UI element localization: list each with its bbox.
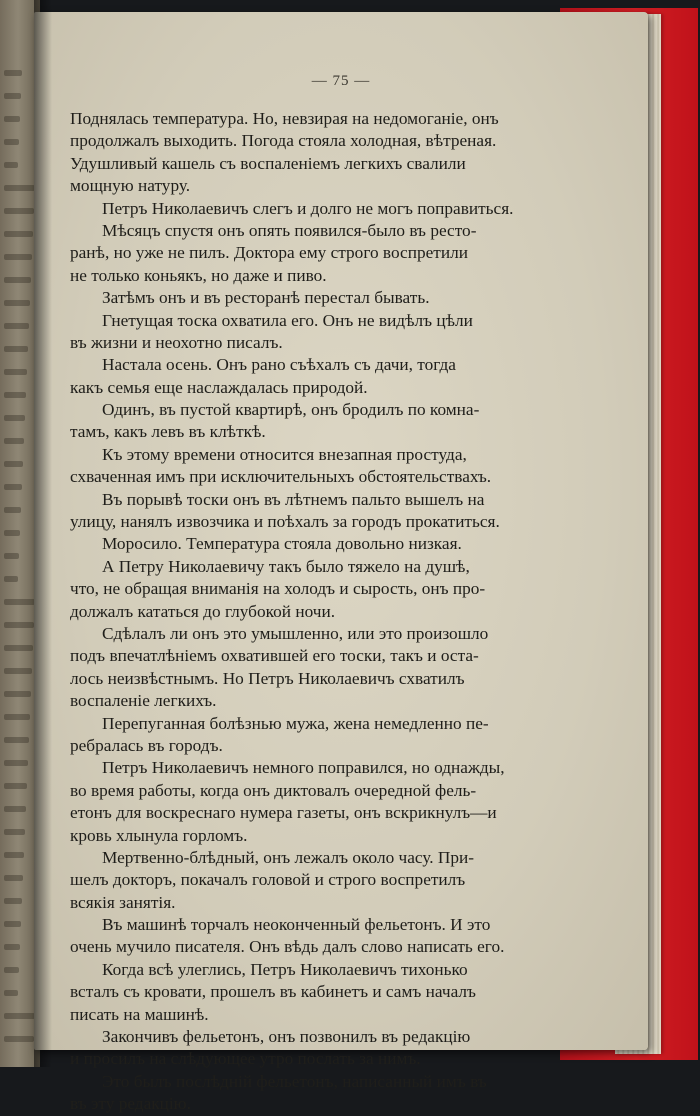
text-line: не только коньякъ, но даже и пиво.: [70, 265, 327, 285]
facing-page-text-fragment: [4, 116, 20, 122]
facing-page-text-fragment: [4, 415, 25, 421]
facing-page-text-fragment: [4, 93, 21, 99]
text-line: Закончивъ фельетонъ, онъ позвонилъ въ редакцію: [102, 1027, 471, 1047]
text-line: очень мучило писателя. Онъ вѣдь далъ слово написать его.: [70, 937, 505, 957]
text-line: лось неизвѣстнымъ. Но Петръ Николаевичъ схватилъ: [70, 668, 465, 688]
text-line: Петръ Николаевичъ немного поправился, но однажды,: [102, 758, 505, 778]
facing-page-text-fragment: [4, 346, 28, 352]
text-line: Къ этому времени относится внезапная простуда,: [102, 444, 467, 464]
text-line: должалъ кататься до глубокой ночи.: [70, 601, 336, 621]
text-line: Моросило. Температура стояла довольно низкая.: [102, 534, 462, 554]
facing-page-text-fragment: [4, 507, 21, 513]
text-line: Гнетущая тоска охватила его. Онъ не видѣлъ цѣли: [102, 310, 473, 330]
text-line: Въ машинѣ торчалъ неоконченный фельетонъ. И это: [102, 915, 491, 935]
facing-page-text-fragment: [4, 829, 25, 835]
text-line: Настала осень. Онъ рано съѣхалъ съ дачи, тогда: [102, 355, 456, 375]
facing-page-text-fragment: [4, 484, 22, 490]
facing-page-text-fragment: [4, 852, 24, 858]
facing-page-text-fragment: [4, 898, 22, 904]
text-line: Это былъ послѣдній фельетонъ, написанный имъ въ: [102, 1071, 487, 1091]
text-line: Въ порывѣ тоски онъ въ лѣтнемъ пальто вышелъ на: [102, 489, 485, 509]
facing-page-text-fragment: [4, 990, 18, 996]
text-line: Удушливый кашель съ воспаленіемъ легкихъ свалили: [70, 153, 466, 173]
text-line: писать на машинѣ.: [70, 1004, 209, 1024]
text-line: шелъ докторъ, покачалъ головой и строго воспретилъ: [70, 870, 466, 890]
facing-page-text-fragment: [4, 622, 34, 628]
text-line: и просилъ на слѣдующее утро послать за нимъ.: [70, 1049, 421, 1069]
facing-page-text-fragment: [4, 737, 29, 743]
facing-page-text-fragment: [4, 461, 23, 467]
text-line: въ жизни и неохотно писалъ.: [70, 332, 283, 352]
text-line: улицу, нанялъ извозчика и поѣхалъ за городъ прокатиться.: [70, 512, 500, 532]
facing-page-text-fragment: [4, 1036, 34, 1042]
facing-page-text-fragment: [4, 139, 19, 145]
facing-page-text-fragment: [4, 645, 33, 651]
text-line: всталъ съ кровати, прошелъ въ кабинетъ и самъ началъ: [70, 982, 476, 1002]
text-line: во время работы, когда онъ диктовалъ очередной фель-: [70, 780, 477, 800]
text-line: Одинъ, въ пустой квартирѣ, онъ бродилъ по комна-: [102, 400, 480, 420]
text-line: тамъ, какъ левъ въ клѣткѣ.: [70, 422, 266, 442]
book-page: [34, 12, 648, 1114]
facing-page-text-fragment: [4, 300, 30, 306]
text-line: въ эту редакцію.: [70, 1094, 191, 1114]
facing-page-text-fragment: [4, 208, 34, 214]
facing-page-text-fragment: [4, 277, 31, 283]
page-number: — 75 —: [311, 73, 371, 89]
text-line: схваченная имъ при исключительныхъ обстоятельствахъ.: [70, 467, 492, 487]
text-line: ранѣ, но уже не пилъ. Доктора ему строго воспретили: [70, 243, 468, 263]
text-line: какъ семья еще наслаждалась природой.: [70, 377, 368, 397]
facing-page-text-fragment: [4, 323, 29, 329]
text-line: кровь хлынула горломъ.: [70, 825, 248, 845]
body-text: [70, 108, 600, 1116]
facing-page-text-fragment: [4, 392, 26, 398]
text-line: Петръ Николаевичъ слегъ и долго не могъ поправиться.: [102, 198, 514, 218]
facing-page-text-fragment: [4, 875, 23, 881]
facing-page-text-fragment: [4, 783, 27, 789]
facing-page-text-fragment: [4, 1013, 35, 1019]
text-line: Затѣмъ онъ и въ ресторанѣ перестал бывать.: [102, 288, 430, 308]
facing-page-text-fragment: [4, 599, 35, 605]
facing-page-text-fragment: [4, 944, 20, 950]
facing-page-text-fragment: [4, 921, 21, 927]
text-line: воспаленіе легкихъ.: [70, 691, 217, 711]
text-line: мощную натуру.: [70, 176, 191, 196]
facing-page-text-fragment: [4, 760, 28, 766]
facing-page-text-fragment: [4, 691, 31, 697]
text-line: ребралась въ городъ.: [70, 735, 223, 755]
text-line: всякія занятія.: [70, 892, 176, 912]
text-line: Когда всѣ улеглись, Петръ Николаевичъ тихонько: [102, 959, 468, 979]
book-gutter: [34, 0, 52, 1067]
facing-page-text-fragment: [4, 185, 35, 191]
text-line: Мѣсяцъ спустя онъ опять появился-было въ ресто-: [102, 220, 477, 240]
facing-page-text-fragment: [4, 967, 19, 973]
text-line: етонъ для воскреснаго нумера газеты, онъ вскрикнулъ—и: [70, 803, 497, 823]
facing-page-text-fragment: [4, 162, 18, 168]
facing-page-text-fragment: [4, 806, 26, 812]
text-line: Сдѣлалъ ли онъ это умышленно, или это произошло: [102, 623, 489, 643]
text-line: Мертвенно-блѣдный, онъ лежалъ около часу. При-: [102, 847, 475, 867]
facing-page-text-fragment: [4, 576, 18, 582]
facing-page-text-fragment: [4, 668, 32, 674]
text-line: Поднялась температура. Но, невзирая на недомоганіе, онъ: [70, 109, 499, 128]
text-line: Перепуганная болѣзнью мужа, жена немедленно пе-: [102, 713, 489, 733]
text-line: А Петру Николаевичу такъ было тяжело на душѣ,: [102, 556, 470, 576]
facing-page-text-fragment: [4, 714, 30, 720]
text-line: продолжалъ выходить. Погода стояла холодная, вѣтреная.: [70, 131, 497, 151]
facing-page-text-fragment: [4, 254, 32, 260]
facing-page-text-fragment: [4, 438, 24, 444]
text-line: что, не обращая вниманія на холодъ и сырость, онъ про-: [70, 579, 486, 599]
facing-page-text-fragment: [4, 553, 19, 559]
facing-page-text-fragment: [4, 369, 27, 375]
facing-page-text-fragment: [4, 70, 22, 76]
facing-page-text-fragment: [4, 231, 33, 237]
text-line: подъ впечатлѣніемъ охватившей его тоски, такъ и оста-: [70, 646, 479, 666]
facing-page-text-fragment: [4, 530, 20, 536]
